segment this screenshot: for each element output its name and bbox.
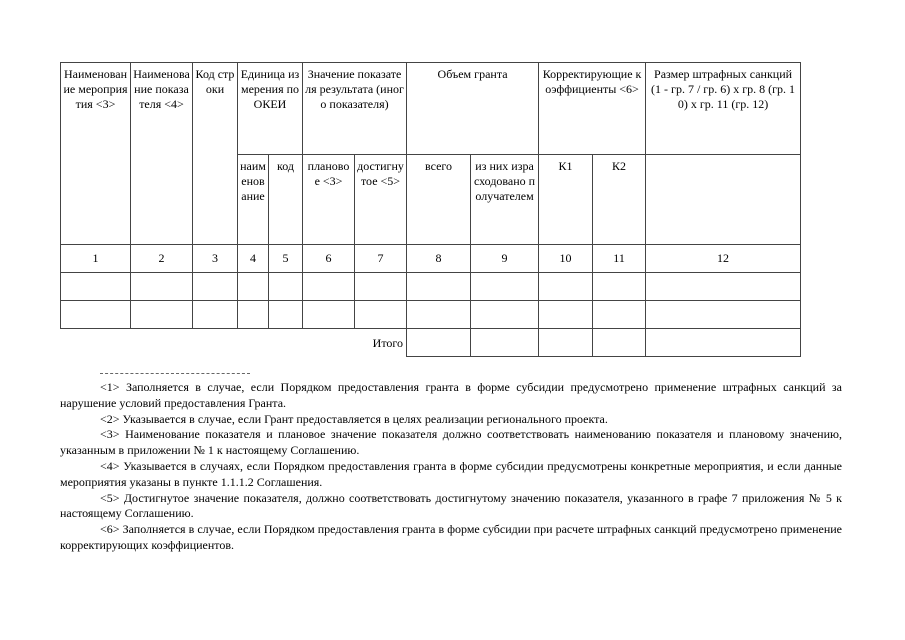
table-cell bbox=[593, 273, 646, 301]
total-row bbox=[61, 329, 801, 357]
header-sanctions-size: Размер штрафных санкций (1 - гр. 7 / гр. 6) x гр. 8 (гр. 10) x гр. 11 (гр. 12) bbox=[646, 63, 801, 155]
header-coefficients: Корректирующие коэффициенты <6> bbox=[539, 63, 646, 155]
subheader-unit-name: наименование bbox=[238, 155, 269, 245]
table-cell bbox=[539, 273, 593, 301]
footnote-6: <6> Заполняется в случае, если Порядком предоставления гранта в форме субсидии при расчете штрафных санкций предусмотрено применение корректирующих коэффициентов. bbox=[60, 522, 842, 552]
table-cell bbox=[407, 329, 471, 357]
footnote-5: <5> Достигнутое значение показателя, должно соответствовать достигнутому значению показателя, указанного в графе 7 приложения № 5 к настоящему Соглашению. bbox=[60, 490, 842, 521]
column-number: 9 bbox=[471, 245, 539, 273]
table-cell bbox=[646, 273, 801, 301]
table-cell bbox=[355, 273, 407, 301]
header-grant-volume: Объем гранта bbox=[407, 63, 539, 155]
table-cell bbox=[238, 273, 269, 301]
header-line-code: Код строки bbox=[193, 63, 238, 245]
column-number: 6 bbox=[303, 245, 355, 273]
table-cell bbox=[471, 329, 539, 357]
footnote-separator bbox=[100, 373, 250, 380]
column-number: 8 bbox=[407, 245, 471, 273]
column-number: 12 bbox=[646, 245, 801, 273]
column-number: 5 bbox=[269, 245, 303, 273]
table-cell bbox=[593, 301, 646, 329]
column-number: 11 bbox=[593, 245, 646, 273]
table-cell bbox=[407, 273, 471, 301]
footnotes bbox=[60, 373, 842, 554]
column-number: 1 bbox=[61, 245, 131, 273]
table-row bbox=[61, 273, 801, 301]
column-number: 2 bbox=[131, 245, 193, 273]
column-number: 3 bbox=[193, 245, 238, 273]
table-cell bbox=[471, 273, 539, 301]
table-cell bbox=[593, 329, 646, 357]
column-number-row bbox=[61, 245, 801, 273]
header-row-1 bbox=[61, 63, 801, 155]
column-number: 10 bbox=[539, 245, 593, 273]
footnote-3: <3> Наименование показателя и плановое значение показателя должно соответствовать наименованию показателя и плановому значению, указанным в приложении № 1 к настоящему Соглашению. bbox=[60, 427, 842, 458]
table-cell bbox=[193, 301, 238, 329]
table-cell bbox=[193, 273, 238, 301]
subheader-unit-code: код bbox=[269, 155, 303, 245]
footnote-2: <2> Указывается в случае, если Грант предоставляется в целях реализации регионального проекта. bbox=[100, 411, 608, 426]
table-cell bbox=[131, 273, 193, 301]
table-cell bbox=[61, 301, 131, 329]
table-cell bbox=[269, 301, 303, 329]
subheader-total: всего bbox=[407, 155, 471, 245]
total-label: Итого bbox=[372, 336, 404, 351]
subheader-k1: К1 bbox=[539, 155, 593, 245]
table-cell bbox=[407, 301, 471, 329]
table-cell bbox=[646, 301, 801, 329]
column-number: 7 bbox=[355, 245, 407, 273]
table-cell bbox=[539, 329, 593, 357]
footnote-4: <4> Указывается в случаях, если Порядком предоставления гранта в форме субсидии предусмотрены конкретные мероприятия, и если данные мероприятия указаны в пункте 1.1.1.2 Соглашения. bbox=[60, 458, 842, 489]
table-cell bbox=[303, 273, 355, 301]
sanctions-table bbox=[60, 62, 801, 357]
table-cell bbox=[303, 301, 355, 329]
table-row bbox=[61, 301, 801, 329]
subheader-achieved: достигнутое <5> bbox=[355, 155, 407, 245]
header-indicator-value: Значение показателя результата (иного показателя) bbox=[303, 63, 407, 155]
table-cell bbox=[355, 301, 407, 329]
header-unit-okei: Единица измерения по ОКЕИ bbox=[238, 63, 303, 155]
subheader-empty bbox=[646, 155, 801, 245]
table-cell bbox=[238, 301, 269, 329]
subheader-spent: из них израсходовано получателем bbox=[471, 155, 539, 245]
table-cell bbox=[539, 301, 593, 329]
header-indicator-name: Наименование показателя <4> bbox=[131, 63, 193, 245]
header-event-name: Наименование мероприятия <3> bbox=[61, 63, 131, 245]
table-cell bbox=[471, 301, 539, 329]
table-cell bbox=[269, 273, 303, 301]
subheader-k2: К2 bbox=[593, 155, 646, 245]
table-cell bbox=[61, 273, 131, 301]
table-cell bbox=[131, 301, 193, 329]
footnote-1: <1> Заполняется в случае, если Порядком предоставления гранта в форме субсидии предусмотрено применение штрафных санкций за нарушение условий предоставления Гранта. bbox=[60, 380, 842, 410]
column-number: 4 bbox=[238, 245, 269, 273]
subheader-planned: плановое <3> bbox=[303, 155, 355, 245]
table-cell bbox=[646, 329, 801, 357]
